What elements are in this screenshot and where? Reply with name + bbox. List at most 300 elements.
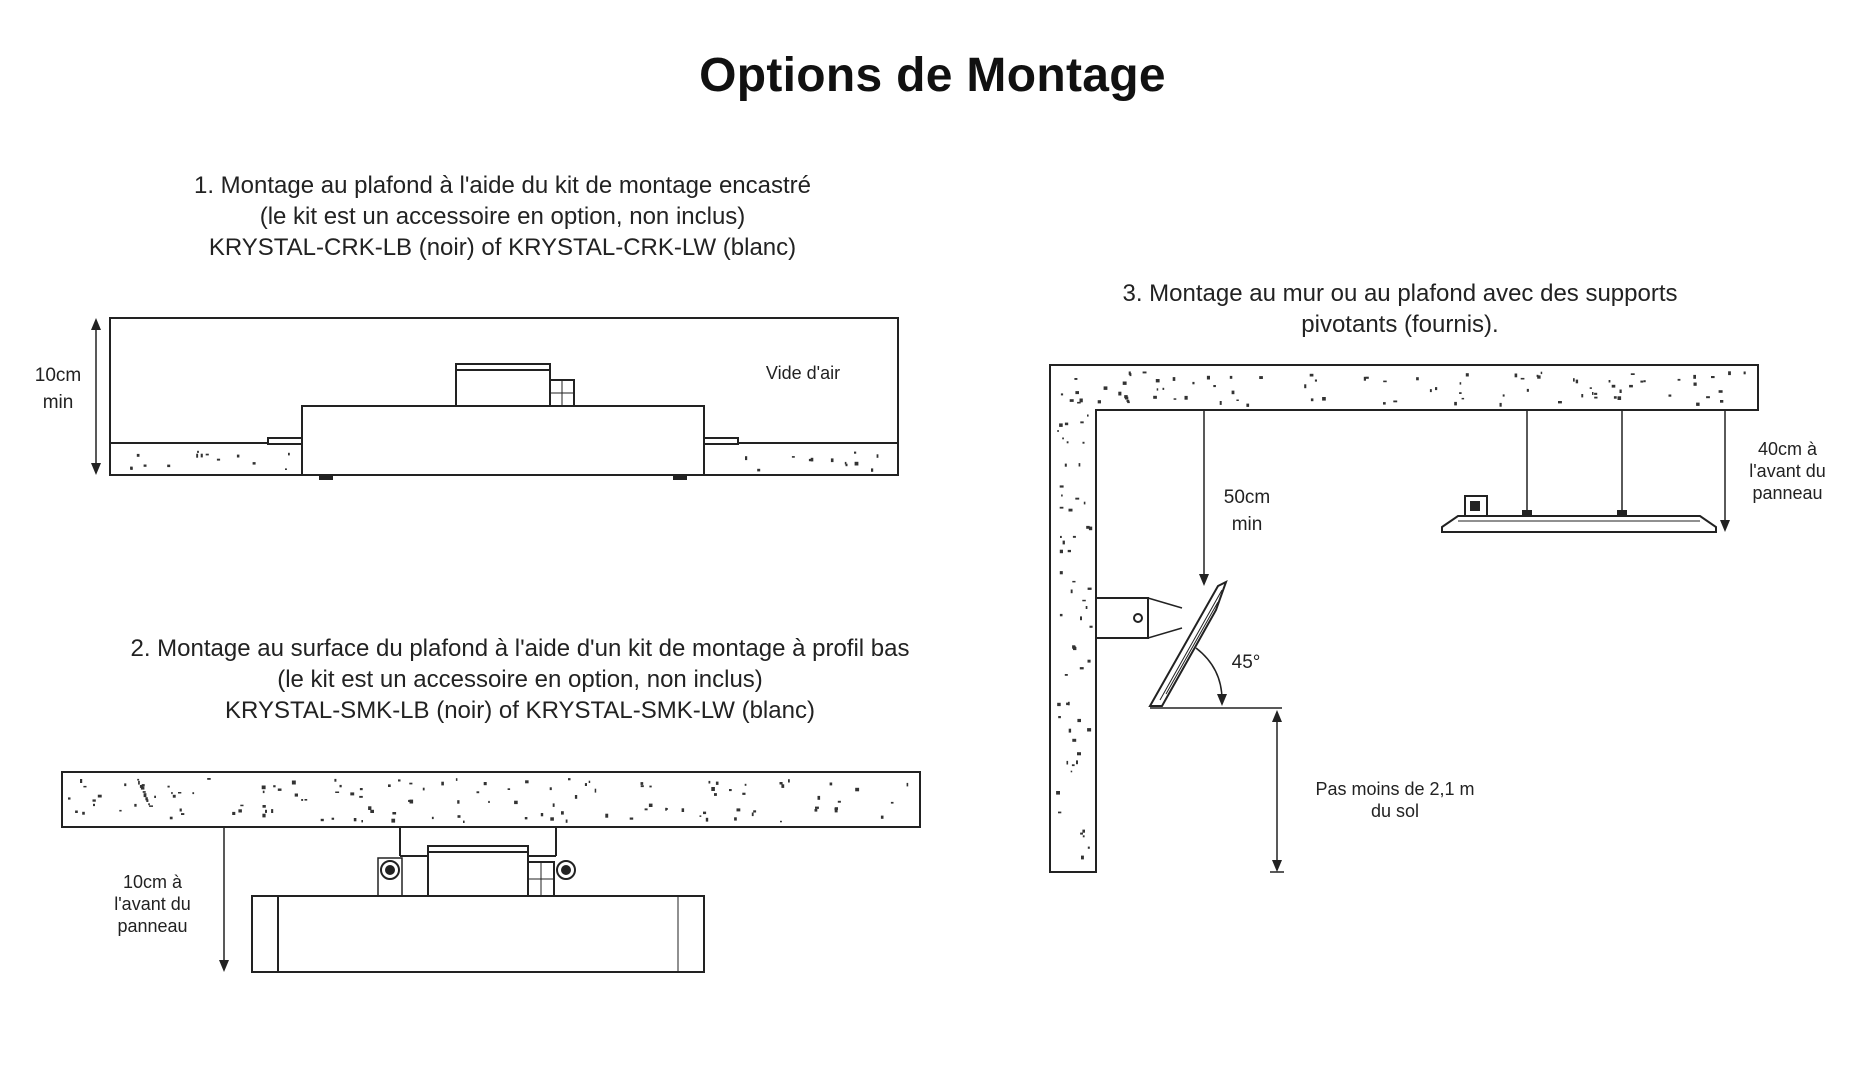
concrete-speckle-dot [265,810,267,813]
concrete-speckle-dot [1163,388,1165,390]
concrete-speckle-dot [709,781,711,784]
concrete-speckle-dot [173,795,176,798]
concrete-speckle-dot [237,455,240,458]
concrete-speckle-dot [370,810,374,813]
concrete-speckle-dot [1072,581,1075,583]
concrete-speckle-dot [1057,430,1059,432]
concrete-speckle-dot [1430,389,1432,392]
concrete-speckle-dot [263,805,266,808]
concrete-speckle-dot [477,791,480,793]
concrete-speckle-dot [93,799,96,801]
concrete-speckle-dot [354,818,357,821]
concrete-speckle-dot [703,812,706,815]
concrete-speckle-dot [780,782,783,785]
concrete-speckle-dot [262,786,266,790]
concrete-speckle-dot [1060,614,1063,616]
concrete-speckle-dot [1098,400,1101,403]
concrete-speckle-dot [271,809,273,813]
option2-caption-line1: 2. Montage au surface du plafond à l'aide d'un kit de montage à profil bas [130,635,910,662]
concrete-speckle-dot [263,791,265,793]
concrete-speckle-dot [1083,442,1085,444]
concrete-speckle-dot [575,795,577,799]
concrete-speckle-dot [1075,498,1079,500]
concrete-speckle-dot [1060,485,1064,487]
concrete-speckle-dot [1061,393,1063,395]
option1-panel [302,406,704,475]
concrete-speckle-dot [1075,391,1079,394]
concrete-speckle-dot [714,793,717,796]
concrete-speckle-dot [170,817,173,820]
concrete-speckle-dot [143,791,146,793]
concrete-speckle-dot [1061,495,1063,497]
concrete-speckle-dot [682,808,685,812]
concrete-speckle-dot [1693,375,1696,379]
concrete-speckle-dot [432,817,434,819]
option3-floor-height-label-line2: du sol [1370,801,1420,821]
concrete-speckle-dot [458,815,461,818]
concrete-speckle-dot [1711,376,1715,378]
concrete-speckle-dot [1629,385,1633,388]
concrete-speckle-dot [1592,392,1594,395]
concrete-speckle-dot [1618,396,1622,400]
concrete-speckle-dot [1076,760,1078,764]
option1-clearance-label-line1: 10cm [34,365,82,386]
concrete-speckle-dot [645,808,648,810]
concrete-speckle-dot [1192,382,1194,384]
concrete-speckle-dot [1080,616,1082,620]
concrete-speckle-dot [148,803,150,805]
concrete-speckle-dot [1130,373,1132,376]
concrete-speckle-dot [1230,376,1233,379]
concrete-speckle-dot [1062,438,1064,440]
concrete-speckle-dot [818,796,821,800]
concrete-speckle-dot [550,817,554,820]
concrete-speckle-dot [1220,401,1222,405]
concrete-speckle-dot [1081,856,1084,860]
option3-ceiling-panel [1442,516,1716,532]
option1-clearance-label-line2: min [42,392,74,413]
concrete-speckle-dot [1515,374,1518,378]
concrete-speckle-dot [1056,791,1060,795]
concrete-speckle-dot [1315,380,1317,382]
concrete-speckle-dot [167,465,170,468]
concrete-speckle-dot [585,783,587,786]
concrete-speckle-dot [141,787,145,790]
concrete-speckle-dot [1541,372,1543,374]
option1-air-gap-label: Vide d'air [765,363,841,383]
concrete-speckle-dot [488,801,490,803]
concrete-speckle-dot [1060,550,1063,554]
concrete-speckle-dot [124,783,126,786]
concrete-speckle-dot [881,816,884,819]
option1-caption-line1: 1. Montage au plafond à l'aide du kit de montage encastré [193,172,811,199]
concrete-speckle-dot [1590,387,1592,389]
concrete-speckle-dot [711,787,715,791]
concrete-speckle-dot [1521,378,1525,380]
concrete-speckle-dot [262,814,265,818]
concrete-speckle-dot [838,801,841,803]
concrete-speckle-dot [649,786,651,788]
concrete-speckle-dot [217,459,220,461]
option3-angle-arc [1196,648,1222,700]
concrete-speckle-dot [641,785,644,787]
option2-clearance-label-line2: l'avant du [114,894,191,914]
concrete-speckle-dot [119,810,121,812]
concrete-speckle-dot [1065,423,1068,426]
option3-ceiling-clearance-label-line3: panneau [1752,483,1823,503]
concrete-speckle-dot [1058,812,1061,814]
option3-caption-line2: pivotants (fournis). [1301,311,1499,338]
concrete-speckle-dot [561,811,564,814]
concrete-speckle-dot [1074,378,1077,380]
concrete-speckle-dot [285,468,287,470]
concrete-speckle-dot [1065,464,1067,467]
concrete-speckle-dot [1071,771,1073,773]
concrete-speckle-dot [553,803,555,807]
option2-panel [252,896,704,972]
concrete-speckle-dot [1083,835,1085,837]
concrete-speckle-dot [130,468,132,470]
concrete-speckle-dot [1620,390,1622,394]
option2-clearance-label-line3: panneau [117,916,188,936]
concrete-speckle-dot [75,811,78,814]
concrete-speckle-dot [1174,398,1177,400]
concrete-speckle-dot [665,808,667,811]
concrete-speckle-dot [1213,385,1216,387]
concrete-speckle-dot [649,804,653,807]
concrete-speckle-dot [757,469,760,472]
concrete-speckle-dot [273,785,275,787]
concrete-speckle-dot [1104,386,1108,390]
concrete-speckle-dot [1070,399,1074,402]
concrete-speckle-dot [742,793,745,795]
concrete-speckle-dot [1594,393,1597,395]
concrete-speckle-dot [1059,423,1063,427]
concrete-speckle-dot [368,806,371,810]
concrete-speckle-dot [508,788,511,790]
concrete-speckle-dot [1310,374,1314,377]
concrete-speckle-dot [1063,541,1065,545]
concrete-speckle-dot [1060,571,1063,574]
concrete-speckle-dot [1072,764,1075,766]
concrete-speckle-dot [1067,761,1069,765]
concrete-speckle-dot [745,784,747,786]
concrete-speckle-dot [815,807,819,809]
concrete-speckle-dot [1082,830,1085,833]
concrete-speckle-dot [144,465,147,467]
concrete-speckle-dot [877,454,879,458]
concrete-speckle-dot [1527,389,1529,392]
concrete-speckle-dot [360,788,363,790]
concrete-speckle-dot [792,456,795,458]
concrete-speckle-dot [1086,606,1088,609]
concrete-speckle-dot [737,808,741,811]
concrete-speckle-dot [1207,376,1210,380]
concrete-speckle-dot [753,810,756,812]
concrete-speckle-dot [456,778,458,781]
option3-ceiling-clearance-label [1735,438,1840,504]
concrete-speckle-dot [1631,373,1635,375]
concrete-speckle-dot [1232,391,1235,395]
concrete-speckle-dot [1058,716,1061,718]
concrete-speckle-dot [1311,398,1314,401]
concrete-speckle-dot [1118,392,1121,396]
concrete-speckle-dot [340,785,342,787]
option2-caption-line2: (le kit est un accessoire en option, non inclus) [277,666,763,693]
concrete-speckle-dot [1669,395,1672,397]
concrete-speckle-dot [514,801,518,804]
concrete-speckle-dot [1071,590,1073,594]
concrete-speckle-dot [1435,387,1437,390]
concrete-speckle-dot [423,788,425,791]
option1-flange-right [704,438,738,444]
concrete-speckle-dot [398,779,401,781]
concrete-speckle-dot [1088,588,1092,590]
concrete-speckle-dot [1719,390,1723,393]
option3-wall-clearance-label [1212,484,1282,538]
concrete-speckle-dot [207,778,211,780]
concrete-speckle-dot [1558,401,1562,403]
concrete-speckle-dot [1383,381,1387,383]
concrete-speckle-dot [388,784,391,787]
page-title: Options de Montage [699,49,1166,102]
concrete-speckle-dot [409,783,412,785]
option2-clearance-label-line1: 10cm à [122,872,183,892]
concrete-speckle-dot [846,464,848,467]
option2-caption-line3: KRYSTAL-SMK-LB (noir) of KRYSTAL-SMK-LW (blanc) [225,697,815,724]
concrete-speckle-dot [82,812,85,815]
concrete-speckle-dot [1694,383,1697,386]
concrete-speckle-dot [361,820,363,822]
concrete-speckle-dot [83,786,86,788]
concrete-speckle-dot [1393,401,1397,403]
concrete-speckle-dot [201,454,203,458]
concrete-speckle-dot [871,468,873,471]
concrete-speckle-dot [907,783,909,787]
concrete-speckle-dot [1537,375,1539,377]
concrete-speckle-dot [1086,526,1090,529]
concrete-speckle-dot [359,796,363,798]
concrete-speckle-dot [1087,728,1091,731]
concrete-speckle-dot [781,784,784,788]
concrete-speckle-dot [1744,372,1746,375]
concrete-speckle-dot [855,462,859,466]
concrete-speckle-dot [93,804,95,806]
concrete-speckle-dot [392,812,396,815]
concrete-speckle-dot [463,821,465,823]
concrete-speckle-dot [1077,719,1081,722]
concrete-speckle-dot [815,809,818,812]
concrete-speckle-dot [171,792,173,794]
concrete-speckle-dot [1581,394,1583,397]
concrete-speckle-dot [1503,394,1505,396]
concrete-speckle-dot [1066,703,1068,706]
concrete-speckle-dot [1072,739,1076,742]
concrete-speckle-dot [335,792,339,794]
concrete-speckle-dot [1082,600,1086,602]
concrete-speckle-dot [1644,380,1646,382]
concrete-speckle-dot [1728,371,1731,375]
concrete-speckle-dot [292,781,296,785]
concrete-speckle-dot [1576,380,1578,384]
concrete-speckle-dot [1090,626,1093,628]
concrete-speckle-dot [1157,388,1159,390]
concrete-speckle-dot [1125,397,1128,400]
concrete-speckle-dot [1678,379,1681,381]
concrete-speckle-dot [788,779,790,782]
option3-floor-height-label-line1: Pas moins de 2,1 m [1315,779,1475,799]
option1-drawing [91,318,898,479]
option3-angle-label: 45° [1231,652,1261,673]
concrete-speckle-dot [706,818,708,822]
concrete-speckle-dot [168,786,170,788]
concrete-speckle-dot [716,782,719,785]
concrete-speckle-dot [1077,752,1081,755]
concrete-speckle-dot [278,789,282,791]
concrete-speckle-dot [641,782,644,785]
concrete-speckle-dot [1073,647,1076,650]
concrete-speckle-dot [605,814,608,818]
concrete-speckle-dot [80,779,82,783]
concrete-speckle-dot [700,815,702,817]
concrete-speckle-dot [1127,401,1130,403]
concrete-speckle-dot [197,451,199,453]
concrete-speckle-dot [1459,392,1462,394]
concrete-speckle-dot [137,454,140,457]
option3-ceiling-clearance-label-line1: 40cm à [1757,439,1818,459]
concrete-speckle-dot [550,787,552,790]
concrete-speckle-dot [541,813,543,816]
concrete-speckle-dot [589,781,591,783]
concrete-speckle-dot [891,802,894,804]
concrete-speckle-dot [1080,399,1083,403]
concrete-speckle-dot [288,453,290,456]
option1-flange-left [268,438,302,444]
concrete-speckle-dot [1057,703,1061,706]
concrete-speckle-dot [1143,372,1147,374]
concrete-speckle-dot [154,796,156,798]
concrete-speckle-dot [98,795,102,798]
option2-ceiling-slab [62,772,920,827]
concrete-speckle-dot [1068,550,1071,552]
concrete-speckle-dot [1466,373,1469,376]
concrete-speckle-dot [138,781,140,785]
concrete-speckle-dot [1364,377,1366,381]
concrete-speckle-dot [1614,396,1617,399]
concrete-speckle-dot [253,462,256,465]
concrete-speckle-dot [180,809,182,812]
concrete-speckle-dot [391,819,395,823]
concrete-speckle-dot [1706,396,1710,398]
concrete-speckle-dot [1609,380,1611,383]
concrete-speckle-dot [1259,376,1263,379]
option2-clearance-label [100,871,205,937]
concrete-speckle-dot [1573,378,1575,381]
concrete-speckle-dot [1084,502,1086,505]
concrete-speckle-dot [1594,397,1597,399]
concrete-speckle-dot [566,820,568,823]
concrete-speckle-dot [457,800,459,804]
concrete-speckle-dot [1123,382,1127,385]
concrete-speckle-dot [1077,402,1081,404]
concrete-speckle-dot [1173,377,1176,381]
concrete-speckle-dot [729,789,732,791]
concrete-speckle-dot [321,819,324,821]
concrete-speckle-dot [1696,403,1700,406]
concrete-speckle-dot [1500,403,1502,407]
concrete-speckle-dot [630,818,634,820]
concrete-speckle-dot [137,779,139,781]
concrete-speckle-dot [334,779,336,782]
concrete-speckle-dot [745,456,747,460]
concrete-speckle-dot [301,799,303,801]
concrete-speckle-dot [854,452,856,454]
concrete-speckle-dot [734,817,737,820]
concrete-speckle-dot [525,817,528,819]
option3-tilted-panel [1150,582,1226,706]
concrete-speckle-dot [1612,385,1616,388]
concrete-speckle-dot [238,809,242,812]
concrete-speckle-dot [780,821,782,823]
concrete-speckle-dot [811,458,814,462]
concrete-speckle-dot [1087,415,1089,417]
concrete-speckle-dot [240,805,243,807]
concrete-speckle-dot [410,800,414,804]
concrete-speckle-dot [142,784,145,787]
concrete-speckle-dot [1460,382,1462,384]
concrete-speckle-dot [1079,463,1081,466]
concrete-speckle-dot [1069,729,1071,733]
concrete-speckle-dot [1065,674,1068,676]
option3-floor-height-label [1300,778,1490,822]
concrete-speckle-dot [441,782,444,786]
concrete-speckle-dot [1322,397,1326,401]
concrete-speckle-dot [332,818,335,820]
concrete-speckle-dot [1462,398,1465,400]
option1-clearance-label [22,362,94,416]
concrete-speckle-dot [1185,396,1188,400]
concrete-speckle-dot [1060,507,1064,509]
concrete-speckle-dot [1416,377,1419,380]
concrete-speckle-dot [1246,404,1249,407]
concrete-speckle-dot [181,813,184,815]
concrete-speckle-dot [134,804,136,807]
concrete-speckle-dot [752,813,754,817]
concrete-speckle-dot [144,793,147,797]
concrete-speckle-dot [1383,402,1386,405]
option3-wall-clearance-label-line1: 50cm [1223,487,1271,508]
option3-caption-line1: 3. Montage au mur ou au plafond avec des supports [1122,280,1678,307]
concrete-speckle-dot [1068,702,1070,706]
concrete-speckle-dot [1640,381,1643,383]
concrete-speckle-dot [1366,377,1369,379]
concrete-speckle-dot [1069,509,1073,512]
concrete-speckle-dot [595,789,597,793]
concrete-speckle-dot [146,799,148,802]
concrete-speckle-dot [835,809,838,812]
concrete-speckle-dot [149,805,153,807]
concrete-speckle-dot [1156,379,1160,382]
concrete-speckle-dot [206,454,209,456]
concrete-speckle-dot [1720,400,1723,403]
option3-wall-clearance-label-line2: min [1231,514,1263,535]
concrete-speckle-dot [484,782,487,785]
concrete-speckle-dot [830,783,833,786]
concrete-speckle-dot [1080,421,1083,423]
concrete-speckle-dot [525,780,529,783]
concrete-speckle-dot [1073,536,1076,538]
concrete-speckle-dot [831,458,834,462]
